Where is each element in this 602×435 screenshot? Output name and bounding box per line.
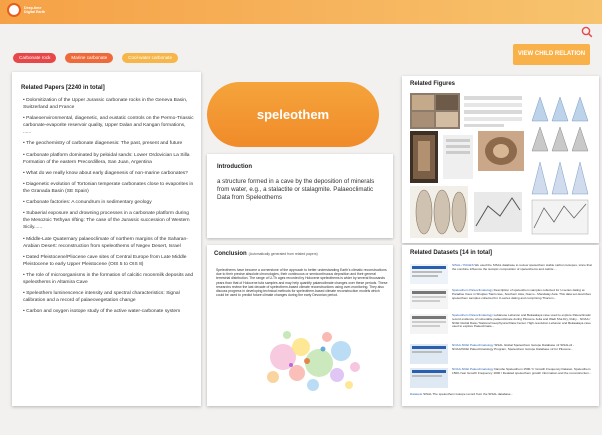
dataset-description: Speleothem Paleoclimatology Lebanese Lebanon and Bekaakaya cave used to explore Paleoclimatic record evidence of vulnerable palaeoclimate during Pliocene Jeita and Wadi Sha Dry, Ruby... NOAA / NCEI Global Data / National Geophysical Data Center. High-resolution Lebanon and Bekaakaya cave used to explore Paleoclimate... (452, 313, 591, 329)
paper-item[interactable]: • The role of microorganisms in the formation of calcitic moonmilk deposits and speleothems in Altamira Cave (23, 272, 194, 285)
related-figures-panel (402, 76, 599, 243)
keyword-bubble-cloud[interactable] (257, 323, 367, 403)
dataset-item[interactable] (410, 289, 592, 313)
figure-thumbnail[interactable] (470, 186, 526, 238)
dataset-item[interactable] (410, 368, 592, 392)
paper-item[interactable]: • Speleothem luminescence intensity and spectral characteristics: Signal calibration and a record of palaeovegetation change (23, 291, 180, 304)
paper-item[interactable]: • Subaerial exposure and drowning processes in a carbonate platform during the Mesozoic Tethyan rifting: The case of the Jurassic succession of Western Sicily...... (23, 211, 190, 231)
dataset-thumbnail (410, 368, 448, 388)
introduction-text: a structure formed in a cave by the deposition of minerals from water, e.g., a stalactite or stalagmite. Palaeoclimatic Data from Speleothems (217, 178, 375, 201)
dataset-thumbnail (410, 289, 448, 309)
paper-item[interactable]: • Carbonate factories: A conundrum in sedimentary geology (23, 200, 152, 206)
paper-item[interactable]: • Palaeoenvironmental, diagenetic, and eustatic controls on the Permo-Triassic carbonate-evaporite reservoir quality, Upper Dalan and Kangan formations, ...... (23, 116, 194, 136)
related-datasets-panel (402, 245, 599, 406)
view-child-relation-button[interactable]: VIEW CHILD RELATION (513, 44, 590, 65)
related-papers-title: Related Papers [2240 in total] (21, 85, 105, 91)
term-title: speleothem (207, 82, 379, 147)
paper-item[interactable]: • Dolomitization of the Upper Jurassic carbonate rocks in the Geneva Basin, Switzerland and France (23, 98, 188, 110)
dataset-description: SISAL / PAGES We used the SISAL database to review speleothem stable carbon isotopes, since that the combine influence the isotopic composition of speleothems and calcite ... (452, 263, 592, 271)
conclusion-title: Conclusion (Automatically generated from related papers) (214, 251, 318, 257)
dataset-description: NOAA-NCEI Paleoclimatology SISAL Global Speleothem Isotope Database v2 SISALv2 - NOAA/NCEI Paleoclimatology Program, Speleothem Isotope Database v2 for Pliocene... (452, 343, 575, 351)
dataset-item[interactable] (410, 264, 592, 288)
tag-cool-water-carbonate[interactable]: Cool-water carbonate (122, 53, 178, 63)
figure-thumbnail[interactable] (478, 131, 524, 171)
paper-item[interactable]: • Carbon and oxygen isotope study of the active water-carbonate system (23, 309, 181, 315)
figure-thumbnail[interactable] (526, 93, 592, 153)
introduction-panel (207, 154, 393, 238)
related-figures-title: Related Figures (410, 81, 456, 87)
paper-item[interactable]: • What do we really know about early diagenesis of non-marine carbonates? (23, 170, 188, 176)
dataset-item[interactable] (410, 393, 592, 403)
conclusion-subtitle: (Automatically generated from related papers) (248, 252, 318, 256)
dataset-description: Datasets SISAL The speleothem isotope record from the SISAL database... (410, 392, 514, 396)
conclusion-text: Speleothems have become a cornerstone of the approach to better understanding Earth's climatic reconstructions due to their precise absolute chronologies, their continuous or semicontinuous deposition and their general terrestrial distribution. The range of U-Th ages recorded by Holocene speleothems is wider by several thousands years than that of Holocene tufa samples and may help quantify palaeoclimate changes over these periods. These researchs review the last decade of speleothem-based climate reconstructions using over-monitoring. They also discuss progress in developing technical methods for speleothem-based climate reconstruction models which could be used to predict future climate changes during the early Devonian period. (216, 268, 388, 298)
paper-list (23, 97, 194, 319)
paper-item[interactable]: • Middle-Late Quaternary palaeoclimate of northern margins of the Saharan-Arabian Desert: reconstruction from speleothems of Negev Desert, Israel (23, 236, 188, 249)
figure-thumbnail[interactable] (410, 131, 438, 183)
paper-item[interactable]: • The geochemistry of carbonate diagenesis: The past, present and future (23, 141, 183, 147)
figure-thumbnail[interactable] (528, 156, 592, 238)
paper-item[interactable]: • Dated Pleistocene/Pliocene cave sites of Central Europe from Late Middle Pleistocene to early Upper Pleistocene (OIS 5 to OIS 8) (23, 254, 187, 267)
dataset-description: NOAA-NCEI Paleoclimatology Danube Speleothem 1500-Yr Growth Frequency Dataset. Speleothem 1500-Year Growth Frequency 1900 / Detailed speleothem growth information and the reconstruction... (452, 367, 592, 375)
figure-thumbnail[interactable] (410, 186, 468, 238)
app-header (0, 0, 602, 24)
dataset-item[interactable] (410, 344, 592, 368)
tag-list (13, 53, 187, 63)
dataset-item[interactable] (410, 314, 592, 338)
tag-carbonate-rock[interactable]: Carbonate rock (13, 53, 56, 63)
conclusion-panel (207, 245, 393, 406)
dataset-thumbnail (410, 344, 448, 364)
figure-thumbnail[interactable] (440, 131, 476, 183)
paper-item[interactable]: • Diagenetic evolution of Tortonian temperate carbonates close to evaporites in the Granada Basin (SE Spain) (23, 181, 194, 194)
related-papers-panel (12, 72, 201, 406)
dataset-description: Speleothem Paleoclimatology Description of speleothem samples collected for U-series dating at Paradise Cave in Shuijiao Tianli cave, Southern Asia, Nuevo - Mandalay Asia. This data set describes speleothem samples collected for U-series dating and comprising Thorium... (452, 288, 591, 300)
figure-thumbnail[interactable] (462, 93, 524, 129)
search-icon[interactable] (581, 26, 593, 38)
tag-marine-carbonate[interactable]: Marine carbonate (65, 53, 113, 63)
dataset-thumbnail (410, 264, 448, 284)
logo[interactable] (7, 3, 50, 17)
introduction-title: Introduction (217, 164, 252, 170)
logo-icon (7, 3, 21, 17)
dataset-thumbnail (410, 314, 448, 334)
related-datasets-title: Related Datasets [14 in total] (410, 250, 493, 256)
logo-text: Deep-time Digital Earth (24, 6, 46, 14)
figure-thumbnail[interactable] (410, 93, 460, 129)
paper-item[interactable]: • Carbonate platform dominated by peloidal sands: Lower Ordovician La Silla Formation of the eastern Precordillera, San Juan, Argentina (23, 152, 190, 165)
